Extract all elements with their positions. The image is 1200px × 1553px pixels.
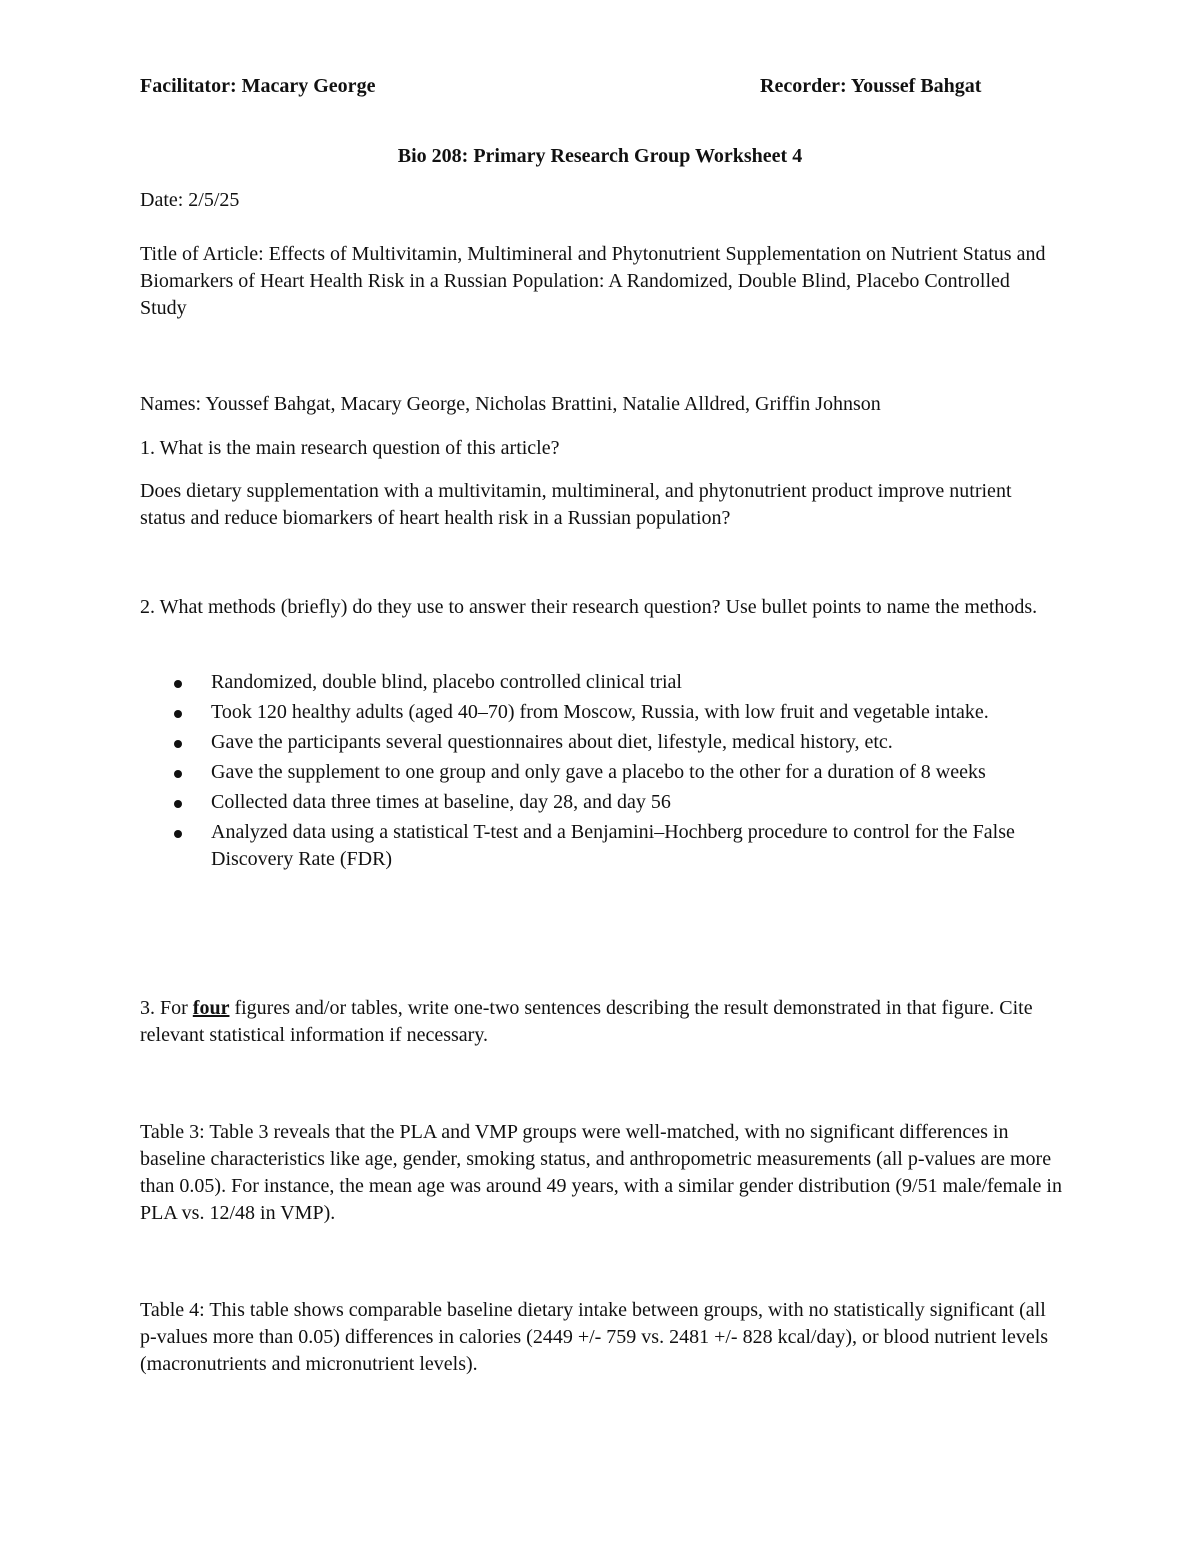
date-line: Date: 2/5/25 [140,189,240,211]
method-item [140,789,1065,816]
method-text: Gave the participants several questionnaires about diet, lifestyle, medical history, etc. [211,731,893,753]
question-3-emphasis: four [192,997,230,1019]
method-text: Gave the supplement to one group and only gave a placebo to the other for a duration of 8 weeks [211,761,986,783]
bullet-icon [174,830,182,838]
method-item [140,729,1065,756]
question-2: 2. What methods (briefly) do they use to answer their research question? Use bullet points to name the methods. [140,596,1038,618]
bullet-icon [174,740,182,748]
method-item [140,699,1065,726]
question-3-suffix: figures and/or tables, write one-two sentences describing the result demonstrated in that figure. Cite relevant statistical information if necessary. [140,997,1033,1046]
method-text: Collected data three times at baseline, day 28, and day 56 [211,791,671,813]
recorder-line: Recorder: Youssef Bahgat [760,75,982,97]
question-3 [140,995,1065,1049]
article-title: Title of Article: Effects of Multivitamin, Multimineral and Phytonutrient Supplementation on Nutrient Status and Biomarkers of Heart Health Risk in a Russian Population: A Randomized, Double Blind, Placebo Controlled Study [140,243,1046,319]
bullet-icon [174,710,182,718]
table-3-summary: Table 3: Table 3 reveals that the PLA and VMP groups were well-matched, with no significant differences in baseline characteristics like age, gender, smoking status, and anthropometric measurements (all p-values are more than 0.05). For instance, the mean age was around 49 years, with a similar gender distribution (9/51 male/female in PLA vs. 12/48 in VMP). [140,1121,1062,1224]
method-text: Analyzed data using a statistical T-test and a Benjamini–Hochberg procedure to control for the False Discovery Rate (FDR) [211,821,1015,870]
facilitator-line: Facilitator: Macary George [140,75,376,97]
method-text: Randomized, double blind, placebo controlled clinical trial [211,671,682,693]
bullet-icon [174,770,182,778]
question-3-prefix: 3. For [140,997,193,1019]
group-names: Names: Youssef Bahgat, Macary George, Nicholas Brattini, Natalie Alldred, Griffin Johnson [140,393,881,415]
bullet-icon [174,800,182,808]
method-item [140,669,1065,696]
methods-list [140,669,1065,876]
method-item [140,759,1065,786]
answer-1: Does dietary supplementation with a multivitamin, multimineral, and phytonutrient product improve nutrient status and reduce biomarkers of heart health risk in a Russian population? [140,480,1012,529]
bullet-icon [174,680,182,688]
table-4-summary: Table 4: This table shows comparable baseline dietary intake between groups, with no statistically significant (all p-values more than 0.05) differences in calories (2449 +/- 759 vs. 2481 +/- 828 kcal/day), or blood nutrient levels (macronutrients and micronutrient levels). [140,1299,1049,1375]
method-item [140,819,1065,873]
method-text: Took 120 healthy adults (aged 40–70) from Moscow, Russia, with low fruit and vegetable intake. [211,701,989,723]
question-1: 1. What is the main research question of this article? [140,437,560,459]
worksheet-title: Bio 208: Primary Research Group Worksheet 4 [397,145,803,167]
